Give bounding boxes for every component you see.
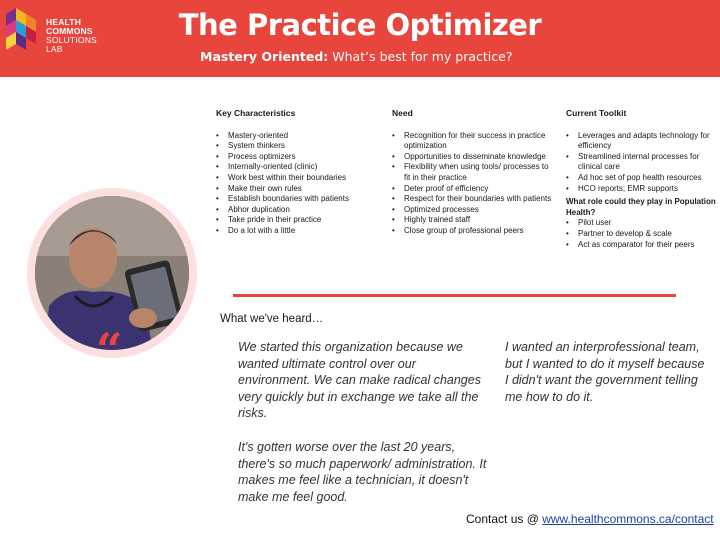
list-item: • Optimized processes: [392, 205, 552, 216]
population-health-list: [566, 218, 716, 250]
list-item: • Close group of professional peers: [392, 226, 552, 237]
quote-2: I wanted an interprofessional team, but I wanted to do it myself because I didn't want the government telling me how to do it.: [505, 340, 705, 404]
persona-table: [216, 108, 716, 278]
divider: [233, 294, 676, 297]
list-item: • Leverages and adapts technology for efficiency: [566, 131, 716, 152]
quote-1: We started this organization because we wanted ultimate control over our environment. We can make radical changes very quickly but in exchange we take all the risks.: [238, 340, 481, 421]
list-item: • Pilot user: [566, 218, 716, 229]
key-characteristics-column: [216, 108, 386, 237]
current-toolkit-heading: Current Toolkit: [566, 108, 627, 118]
what-we-heard-heading: What we've heard…: [220, 313, 324, 325]
list-item: • Recognition for their success in practice optimization: [392, 131, 552, 152]
contact-link[interactable]: www.healthcommons.ca/contact: [542, 512, 714, 526]
logo-text: HEALTH COMMONS SOLUTIONS LAB: [46, 17, 97, 54]
list-item: • Mastery-oriented: [216, 131, 386, 142]
list-item: • Ad hoc set of pop health resources: [566, 173, 716, 184]
current-toolkit-column: [566, 108, 716, 250]
current-toolkit-list: [566, 131, 716, 195]
subtitle-bold: Mastery Oriented:: [200, 49, 329, 64]
list-item: • Abhor duplication: [216, 205, 386, 216]
list-item: • Work best within their boundaries: [216, 173, 386, 184]
list-item: • System thinkers: [216, 141, 386, 152]
list-item: • Deter proof of efficiency: [392, 184, 552, 195]
list-item: • Make their own rules: [216, 184, 386, 195]
list-item: • Internally-oriented (clinic): [216, 162, 386, 173]
subtitle-rest: What’s best for my practice?: [328, 49, 513, 64]
list-item: • Streamlined internal processes for clinical care: [566, 152, 716, 173]
need-list: [392, 131, 552, 237]
population-health-heading: What role could they play in Population Health?: [566, 197, 716, 217]
key-characteristics-heading: Key Characteristics: [216, 108, 296, 118]
list-item: • HCO reports; EMR supports: [566, 184, 716, 195]
list-item: • Opportunities to disseminate knowledge: [392, 152, 552, 163]
contact-prefix: Contact us @: [466, 512, 543, 526]
list-item: • Partner to develop & scale: [566, 229, 716, 240]
key-characteristics-list: [216, 131, 386, 237]
quote-3: It's gotten worse over the last 20 years, there's so much paperwork/ administration. It makes me feel like a technician, it doesn't make me feel good.: [238, 440, 487, 504]
header-banner: [0, 0, 720, 77]
list-item: • Respect for their boundaries with patients: [392, 194, 552, 205]
quote-mark-icon: “: [96, 323, 123, 377]
need-column: [392, 108, 552, 237]
need-heading: Need: [392, 108, 413, 118]
contact-line: [466, 512, 714, 526]
list-item: • Establish boundaries with patients: [216, 194, 386, 205]
list-item: • Act as comparator for their peers: [566, 240, 716, 251]
list-item: • Do a lot with a little: [216, 226, 386, 237]
page-title: The Practice Optimizer: [178, 8, 542, 42]
list-item: • Highly trained staff: [392, 215, 552, 226]
list-item: • Flexibility when using tools/ processes to fit in their practice: [392, 162, 552, 183]
list-item: • Process optimizers: [216, 152, 386, 163]
page-subtitle: [200, 49, 512, 64]
list-item: • Take pride in their practice: [216, 215, 386, 226]
